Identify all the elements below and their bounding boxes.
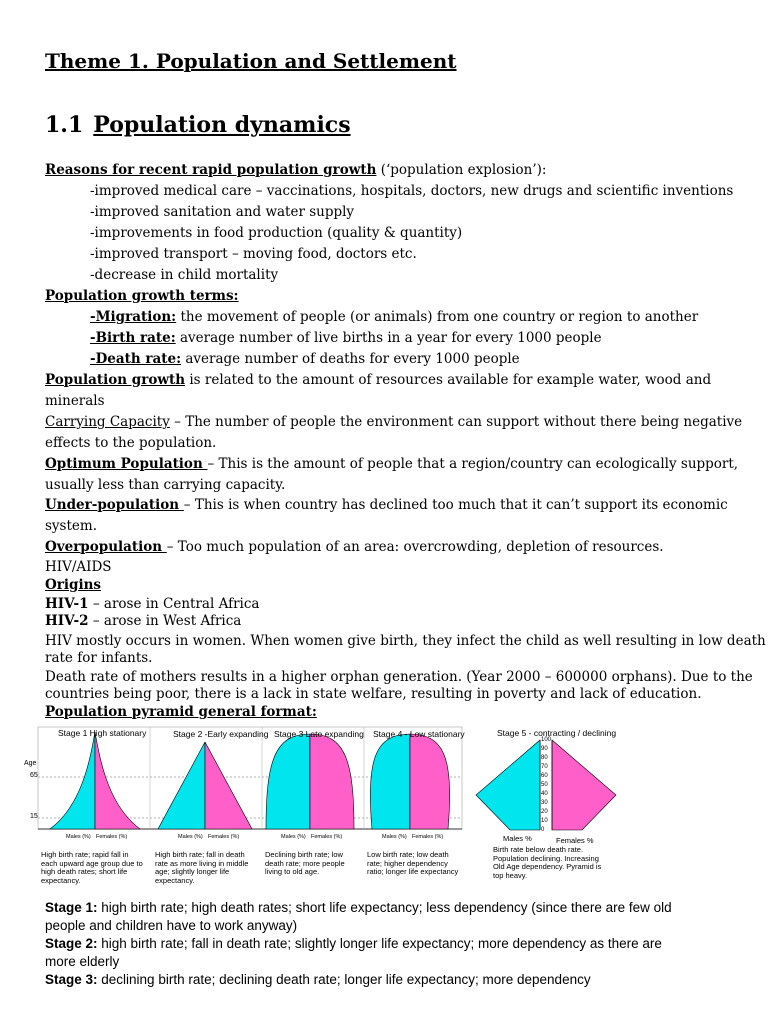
stage1-description (45, 899, 672, 916)
stage1-males-shape (50, 732, 95, 829)
def-text: – This is when country has declined too much that it can’t support its economic (183, 497, 728, 513)
males-label: Males (%) (382, 834, 407, 840)
term-label: -Birth rate: (90, 330, 176, 346)
hiv-paragraph-1-cont: rate for infants. (45, 650, 153, 666)
stage2-title: Stage 2 -Early expanding (173, 729, 269, 739)
term-migration (90, 309, 698, 326)
stage5-tick-label: 40 (541, 791, 548, 797)
reasons-heading-suffix: (‘population explosion’): (376, 162, 547, 178)
terms-heading: Population growth terms: (45, 288, 239, 304)
stage2-males-shape (158, 742, 205, 829)
hiv2-text: – arose in West Africa (88, 613, 242, 629)
def-population-growth (45, 372, 711, 389)
stage5-title: Stage 5 - contracting / declining (497, 728, 617, 738)
stage5-females-shape (552, 740, 616, 830)
stage-text: declining birth rate; declining death rate; longer life expectancy; more dependency (97, 972, 591, 987)
stage-label: Stage 1: (45, 900, 98, 915)
document-title: Theme 1. Population and Settlement (45, 49, 457, 73)
def-term: Under-population (45, 497, 184, 513)
hiv2-term: HIV-2 (45, 613, 89, 629)
stage-label: Stage 3: (45, 972, 98, 987)
males-label: Males (%) (66, 834, 91, 840)
males-label: Males (%) (178, 834, 203, 840)
stage1-females-shape (95, 732, 140, 829)
def-overpopulation (45, 539, 664, 556)
stage3-males-shape (266, 734, 310, 829)
hiv1-term: HIV-1 (45, 596, 89, 612)
stage5-caption: Birth rate below death rate. Population declining. Increasing Old Age dependency. Pyramid is top heavy. (493, 845, 602, 880)
list-item: -improved sanitation and water supply (90, 204, 355, 220)
list-item: -improved medical care – vaccinations, hospitals, doctors, new drugs and scientific inventions (90, 183, 734, 199)
term-label: -Migration: (90, 309, 177, 325)
age-label: Age (24, 760, 37, 767)
age15-label: 15 (30, 813, 38, 820)
stage2-description (45, 935, 662, 952)
def-term: Optimum Population (45, 456, 208, 472)
def-optimum-population (45, 456, 738, 473)
hiv-paragraph-2-cont: countries being poor, there is a lack in state welfare, resulting in poverty and lack of education. (45, 686, 702, 702)
def-term: Population growth (45, 372, 186, 388)
stage3-caption: Declining birth rate; low death rate; more people living to old age. (265, 850, 345, 876)
term-definition: average number of deaths for every 1000 people (181, 351, 520, 367)
list-item: -improvements in food production (quality & quantity) (90, 225, 463, 241)
def-term: Carrying Capacity (45, 414, 170, 430)
stage-label: Stage 2: (45, 936, 98, 951)
reasons-heading-line (45, 162, 546, 179)
stage5-tick-label: 20 (541, 809, 548, 815)
females-label: Females (%) (412, 834, 444, 840)
stage4-title: Stage 4 - Low stationary (373, 729, 465, 739)
stage-text: high birth rate; high death rates; short life expectancy; less dependency (since there are few old (97, 900, 672, 915)
list-item: -decrease in child mortality (90, 267, 279, 283)
stage3-females-shape (310, 734, 354, 829)
def-text: – Too much population of an area: overcrowding, depletion of resources. (166, 539, 664, 555)
def-continuation: effects to the population. (45, 435, 217, 451)
stage5-tick-label: 50 (541, 782, 548, 788)
stage5-females-label: Females % (556, 836, 594, 845)
females-label: Females (%) (96, 834, 128, 840)
stage1-title: Stage 1 High stationary (58, 728, 147, 738)
def-text: – This is the amount of people that a region/country can ecologically support, (207, 456, 739, 472)
stage5-males-label: Males % (503, 834, 532, 843)
def-text: is related to the amount of resources available for example water, wood and (185, 372, 712, 388)
hiv-paragraph-2: Death rate of mothers results in a higher orphan generation. (Year 2000 – 600000 orphans). Due to the (45, 669, 753, 685)
def-under-population (45, 497, 728, 514)
def-continuation: system. (45, 518, 97, 534)
stage1-description-cont: people and children have to work anyway) (45, 918, 298, 933)
hiv-paragraph-1: HIV mostly occurs in women. When women give birth, they infect the child as well resulting in low death (45, 633, 766, 649)
pyramid-heading: Population pyramid general format: (45, 704, 317, 720)
term-death-rate (90, 351, 520, 368)
females-label: Females (%) (311, 834, 343, 840)
reasons-heading: Reasons for recent rapid population growth (45, 162, 377, 178)
age65-label: 65 (30, 772, 38, 779)
stage5-tick-label: 70 (541, 764, 548, 770)
hiv1-line (45, 596, 259, 613)
hiv-label: HIV/AIDS (45, 559, 112, 575)
stage5-tick-label: 90 (541, 746, 548, 752)
term-birth-rate (90, 330, 602, 347)
males-label: Males (%) (281, 834, 306, 840)
stage1-caption: High birth rate; rapid fall in each upward age group due to high death rates; short life expectancy. (41, 850, 143, 885)
term-label: -Death rate: (90, 351, 182, 367)
def-text: – The number of people the environment can support without there being negative (169, 414, 743, 430)
section-heading (45, 112, 351, 138)
stage4-females-shape (410, 734, 450, 829)
stage5-tick-label: 80 (541, 755, 548, 761)
def-continuation: minerals (45, 393, 105, 409)
stage5-tick-label: 100 (541, 737, 552, 743)
stage2-caption: High birth rate; fall in death rate as more living in middle age; slightly longer life expectancy. (155, 850, 249, 885)
stage2-females-shape (205, 742, 252, 829)
stage5-tick-label: 10 (541, 818, 548, 824)
hiv1-text: – arose in Central Africa (88, 596, 260, 612)
stage4-caption: Low birth rate; low death rate; higher dependency ratio; longer life expectancy (367, 850, 459, 876)
def-carrying-capacity (45, 414, 742, 431)
stage-text: high birth rate; fall in death rate; slightly longer life expectancy; more dependency as there are (97, 936, 662, 951)
stage5-tick-label: 30 (541, 800, 548, 806)
def-continuation: usually less than carrying capacity. (45, 477, 286, 493)
section-number: 1.1 (45, 112, 84, 138)
stage5-tick-label: 60 (541, 773, 548, 779)
stage3-title: Stage 3 Late expanding (274, 729, 364, 739)
def-term: Overpopulation (45, 539, 167, 555)
stage5-tick-label: 0 (541, 827, 545, 833)
hiv2-line (45, 613, 241, 630)
stage5-males-shape (476, 740, 540, 830)
stage4-males-shape (370, 734, 410, 829)
list-item: -improved transport – moving food, doctors etc. (90, 246, 417, 262)
term-definition: the movement of people (or animals) from one country or region to another (176, 309, 699, 325)
origins-heading: Origins (45, 577, 101, 593)
stage2-description-cont: more elderly (45, 954, 120, 969)
stage3-description (45, 971, 591, 988)
section-name: Population dynamics (93, 112, 351, 138)
term-definition: average number of live births in a year for every 1000 people (175, 330, 602, 346)
females-label: Females (%) (208, 834, 240, 840)
